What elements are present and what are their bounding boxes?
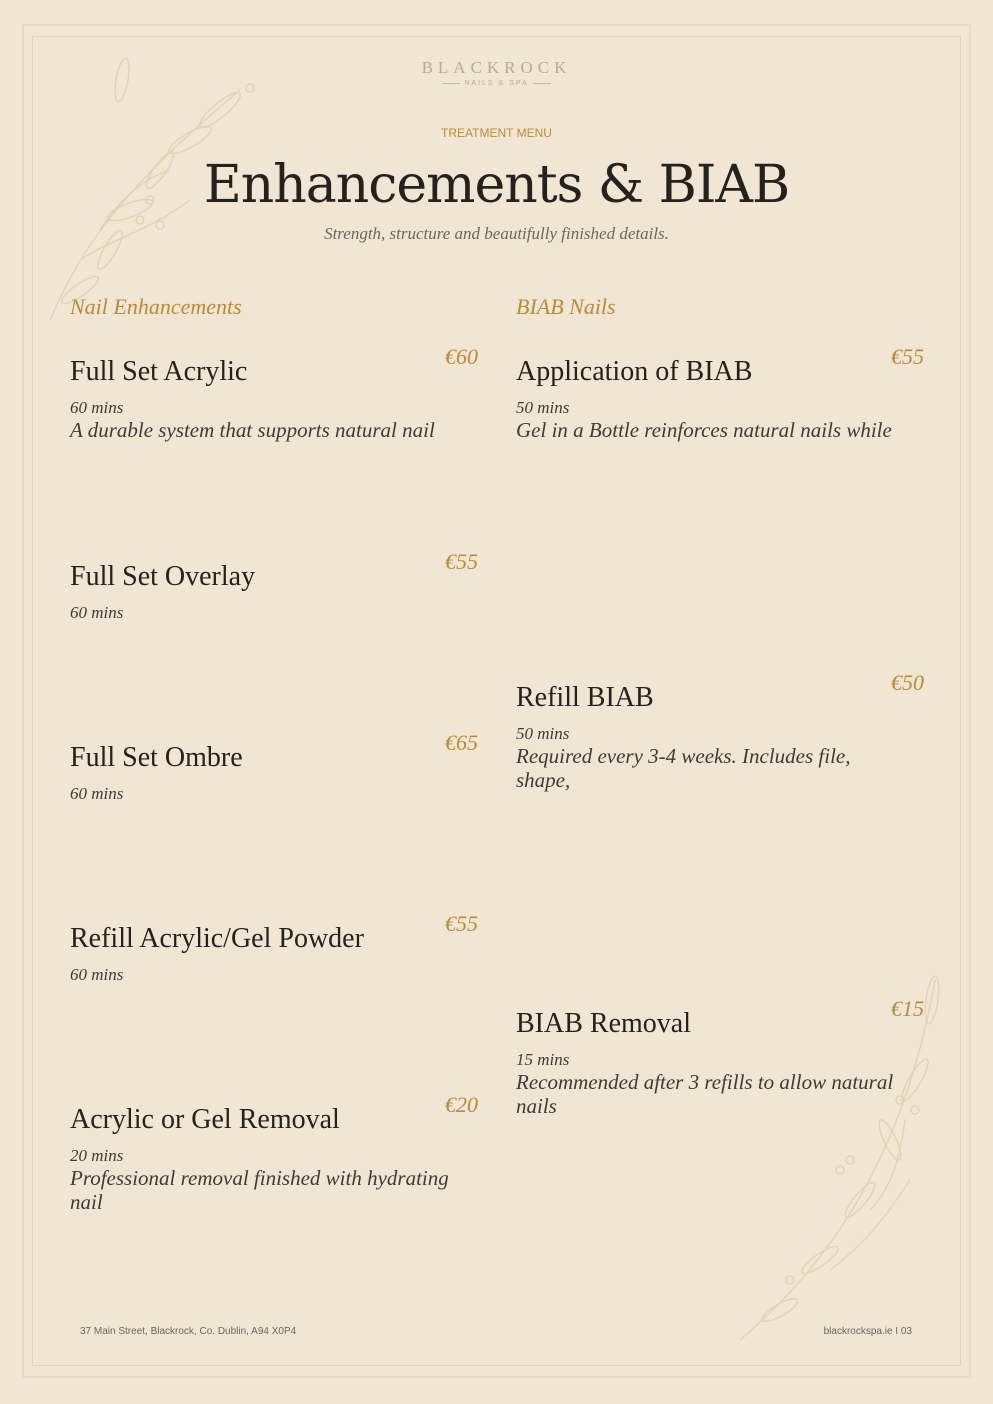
item-description: Required every 3-4 weeks. Includes file, shape, xyxy=(516,744,851,792)
item-duration: 20 mins xyxy=(70,1146,124,1165)
item-duration: 60 mins xyxy=(70,965,124,984)
menu-item xyxy=(70,730,478,804)
item-name: Acrylic or Gel Removal xyxy=(70,1104,340,1135)
item-name: Full Set Ombre xyxy=(70,742,243,773)
tagline-divider-left xyxy=(442,83,460,84)
item-duration: 50 mins xyxy=(516,724,570,743)
menu-item xyxy=(516,670,924,792)
footer-website-page: blackrockspa.ie I 03 xyxy=(823,1326,912,1337)
item-price: €65 xyxy=(445,730,478,755)
item-name: Application of BIAB xyxy=(516,356,753,387)
page-subtitle: Strength, structure and beautifully finished details. xyxy=(324,224,669,243)
menu-item xyxy=(516,996,924,1118)
tagline-divider-right xyxy=(533,83,551,84)
item-duration: 60 mins xyxy=(70,398,124,417)
menu-item xyxy=(70,549,478,623)
section-heading-biab-nails: BIAB Nails xyxy=(516,294,616,319)
item-price: €50 xyxy=(891,670,924,695)
menu-item xyxy=(70,911,478,985)
brand-logo xyxy=(0,58,993,87)
footer-address: 37 Main Street, Blackrock, Co. Dublin, A94 X0P4 xyxy=(80,1326,297,1337)
item-name: Full Set Overlay xyxy=(70,561,256,592)
item-description: Recommended after 3 refills to allow natural nails xyxy=(516,1070,894,1118)
item-name: BIAB Removal xyxy=(516,1008,691,1039)
brand-name: BLACKROCK xyxy=(421,58,572,77)
item-duration: 50 mins xyxy=(516,398,570,417)
item-price: €15 xyxy=(891,996,924,1021)
brand-tagline: NAILS & SPA xyxy=(464,80,529,87)
menu-item xyxy=(70,1092,478,1214)
item-name: Refill BIAB xyxy=(516,682,654,713)
item-description: Gel in a Bottle reinforces natural nails while xyxy=(516,418,892,442)
menu-item xyxy=(70,344,478,442)
item-price: €55 xyxy=(445,549,478,574)
item-name: Full Set Acrylic xyxy=(70,356,248,387)
menu-item xyxy=(516,344,924,442)
section-heading-nail-enhancements: Nail Enhancements xyxy=(70,294,242,319)
item-name: Refill Acrylic/Gel Powder xyxy=(70,923,364,954)
item-price: €55 xyxy=(891,344,924,369)
page-title: Enhancements & BIAB xyxy=(203,155,790,215)
item-duration: 60 mins xyxy=(70,784,124,803)
item-description: Professional removal finished with hydrating nail xyxy=(70,1166,449,1214)
brand-tagline-row xyxy=(0,80,993,87)
item-duration: 60 mins xyxy=(70,603,124,622)
item-price: €20 xyxy=(445,1092,478,1117)
item-description: A durable system that supports natural nail xyxy=(70,418,435,442)
item-price: €55 xyxy=(445,911,478,936)
item-price: €60 xyxy=(445,344,478,369)
item-duration: 15 mins xyxy=(516,1050,570,1069)
page-eyebrow: TREATMENT MENU xyxy=(441,126,552,140)
